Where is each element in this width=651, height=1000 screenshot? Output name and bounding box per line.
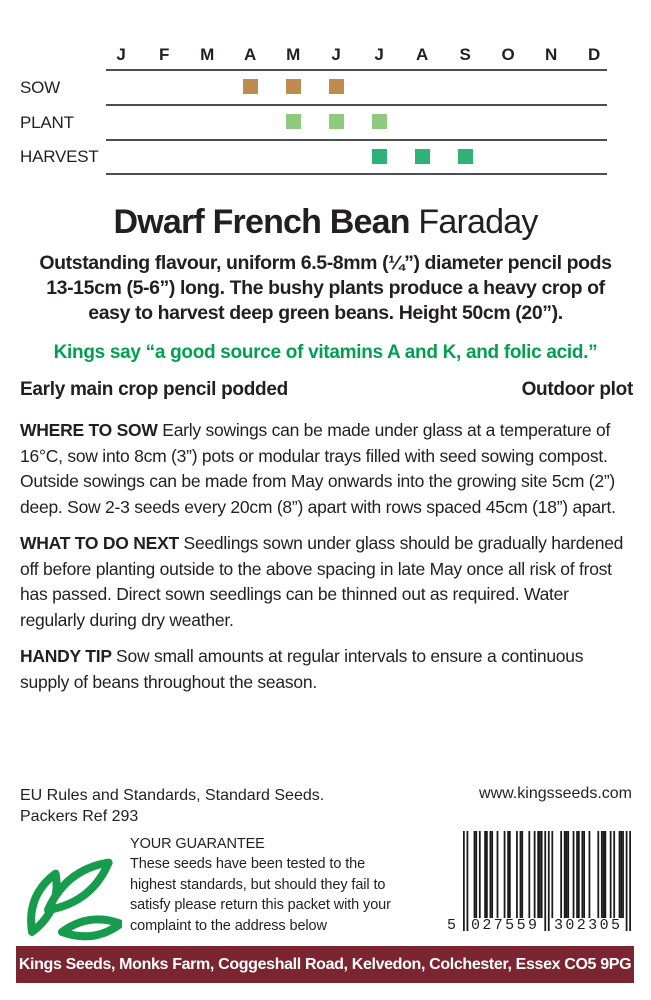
calendar-month-label: F bbox=[158, 45, 170, 64]
sow-month-square bbox=[329, 79, 344, 94]
meta-row bbox=[20, 379, 633, 401]
barcode-left-digits: 0 2 7 5 5 9 bbox=[471, 917, 537, 934]
calendar-grid-line bbox=[106, 173, 607, 175]
harvest-month-square bbox=[415, 149, 430, 164]
harvest-month-square bbox=[458, 149, 473, 164]
variety-name: Dwarf French Bean bbox=[113, 203, 410, 241]
cultivar-name: Faraday bbox=[418, 203, 538, 241]
calendar-grid-line bbox=[106, 69, 607, 71]
barcode-right-digits: 3 0 2 3 0 5 bbox=[554, 917, 620, 934]
section-handy-tip bbox=[20, 644, 633, 695]
guarantee-body: These seeds have been tested to the highest standards, but should they fail to satisfy please return this packet with your complaint to the address below bbox=[130, 856, 391, 934]
product-description: Outstanding flavour, uniform 6.5-8mm (¼”) diameter pencil pods 13-15cm (5-6”) long. The bushy plants produce a heavy crop of easy to harvest deep green beans. Height 50cm (20”). bbox=[39, 252, 612, 324]
calendar-row-label-sow: SOW bbox=[20, 77, 61, 97]
harvest-month-square bbox=[372, 149, 387, 164]
section-lead: WHERE TO SOW bbox=[20, 420, 163, 440]
section-body: Seedlings sown under glass should be gradually hardened off before planting outside to the above spacing in late May once all risk of frost has passed. Direct sown seedlings can be thinned out as required. Water regularly during dry weather. bbox=[20, 533, 624, 630]
section-body: Early sowings can be made under glass at a temperature of 16°C, sow into 8cm (3”) pots or modular trays filled with seed sowing compost. Outside sowings can be made from May onwards into the growing site 5cm (2”) deep. Sow 2-3 seeds every 20cm (8”) apart with rows spaced 45cm (18”) apart. bbox=[20, 420, 616, 517]
guarantee-block bbox=[130, 834, 402, 936]
barcode-bars-icon bbox=[463, 831, 631, 931]
sow-month-square bbox=[286, 79, 301, 94]
calendar-month-label: J bbox=[331, 45, 341, 64]
barcode-prefix-digit: 5 bbox=[447, 917, 457, 934]
calendar-row-label-harvest: HARVEST bbox=[20, 147, 99, 166]
calendar-month-label: S bbox=[459, 45, 471, 64]
calendar-month-label: A bbox=[244, 45, 256, 64]
company-address: Kings Seeds, Monks Farm, Coggeshall Road, Kelvedon, Colchester, Essex CO5 9PG bbox=[18, 955, 632, 973]
calendar-grid-line bbox=[106, 139, 607, 141]
instruction-sections bbox=[20, 418, 633, 706]
calendar-month-label: O bbox=[501, 45, 515, 64]
eu-rules-line: EU Rules and Standards, Standard Seeds. bbox=[20, 787, 325, 804]
kings-say-quote: Kings say “a good source of vitamins A and K, and folic acid.” bbox=[53, 342, 598, 363]
guarantee-heading: YOUR GUARANTEE bbox=[130, 836, 265, 852]
section-where-to-sow bbox=[20, 418, 633, 520]
sowing-calendar bbox=[0, 0, 651, 180]
section-lead: HANDY TIP bbox=[20, 646, 117, 666]
crop-type-label: Early main crop pencil podded bbox=[20, 379, 288, 400]
calendar-month-label: D bbox=[588, 45, 600, 64]
sow-month-square bbox=[243, 79, 258, 94]
section-what-to-do-next bbox=[20, 531, 633, 633]
calendar-month-label: J bbox=[374, 45, 384, 64]
plant-month-square bbox=[329, 114, 344, 129]
calendar-month-label: N bbox=[545, 45, 557, 64]
calendar-month-label: M bbox=[286, 45, 300, 64]
calendar-month-label: A bbox=[416, 45, 428, 64]
page-title bbox=[0, 203, 651, 242]
plant-month-square bbox=[286, 114, 301, 129]
barcode bbox=[447, 831, 634, 935]
plot-type-label: Outdoor plot bbox=[521, 379, 633, 400]
plant-month-square bbox=[372, 114, 387, 129]
section-lead: WHAT TO DO NEXT bbox=[20, 533, 184, 553]
calendar-row-label-plant: PLANT bbox=[20, 112, 74, 132]
legal-text bbox=[20, 785, 324, 827]
kings-leaf-logo bbox=[10, 848, 122, 946]
calendar-grid-line bbox=[106, 104, 607, 106]
leaf-logo-icon bbox=[10, 848, 122, 946]
calendar-month-label: J bbox=[116, 45, 126, 64]
section-body: Sow small amounts at regular intervals to ensure a continuous supply of beans throughout the season. bbox=[20, 646, 584, 692]
address-bar bbox=[16, 946, 634, 983]
packers-ref-line: Packers Ref 293 bbox=[20, 808, 139, 825]
website-url: www.kingsseeds.com bbox=[479, 785, 632, 802]
calendar-month-label: M bbox=[200, 45, 214, 64]
